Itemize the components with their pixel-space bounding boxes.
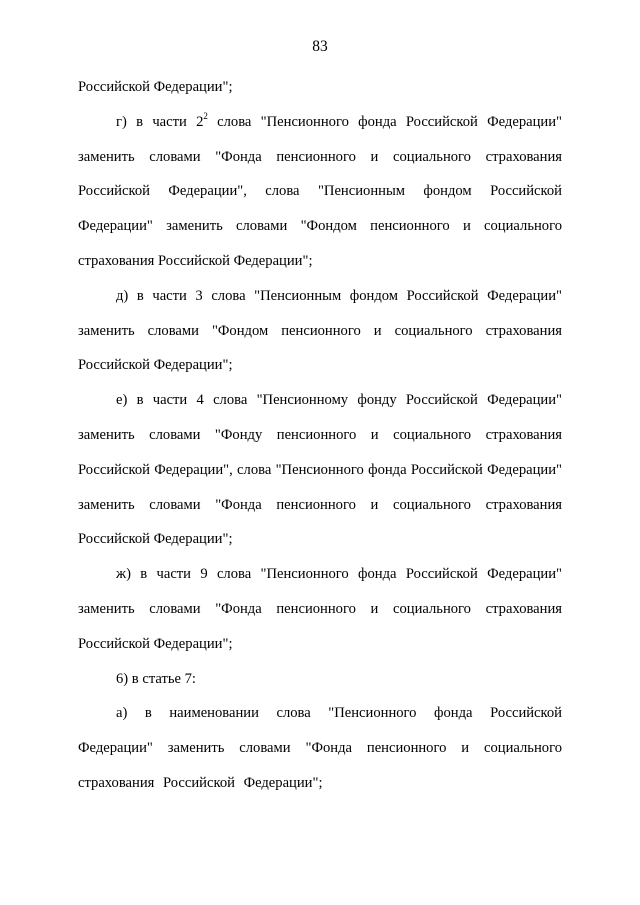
document-body	[78, 70, 562, 801]
paragraph-item-a: а) в наименовании слова "Пенсионного фонда Российской Федерации" заменить словами "Фонда пенсионного и социального страхования Российской Федерации";	[78, 705, 562, 791]
paragraph-continuation: Российской Федерации";	[78, 79, 233, 95]
paragraph-item-g	[78, 105, 562, 279]
item-text-start: в части 2	[126, 113, 204, 130]
page-number: 83	[312, 38, 328, 55]
superscript: 2	[203, 110, 208, 121]
paragraph-item-d: д) в части 3 слова "Пенсионным фондом Российской Федерации" заменить словами "Фондом пенсионного и социального страхования Российской Федерации";	[78, 287, 562, 374]
item-marker: г)	[116, 113, 127, 130]
paragraph-item-e: е) в части 4 слова "Пенсионному фонду Российской Федерации" заменить словами "Фонду пенсионного и социального страхования Российской Федерации", слова "Пенсионного фонда Российской Федерации" заменить словами "Фонда пенсионного и социального страхования Российской Федерации";	[78, 392, 562, 548]
item-text-rest: слова "Пенсионного фонда Российской Федерации" заменить словами "Фонда пенсионного и социального страхования Российской Федерации", слова "Пенсионным фондом Российской Федерации" заменить словами "Фондом пенсионного и социального страхования Российской Федерации";	[78, 113, 562, 269]
paragraph-item-6: 6) в статье 7:	[116, 670, 196, 687]
paragraph-item-zh: ж) в части 9 слова "Пенсионного фонда Российской Федерации" заменить словами "Фонда пенсионного и социального страхования Российской Федерации";	[78, 566, 562, 652]
